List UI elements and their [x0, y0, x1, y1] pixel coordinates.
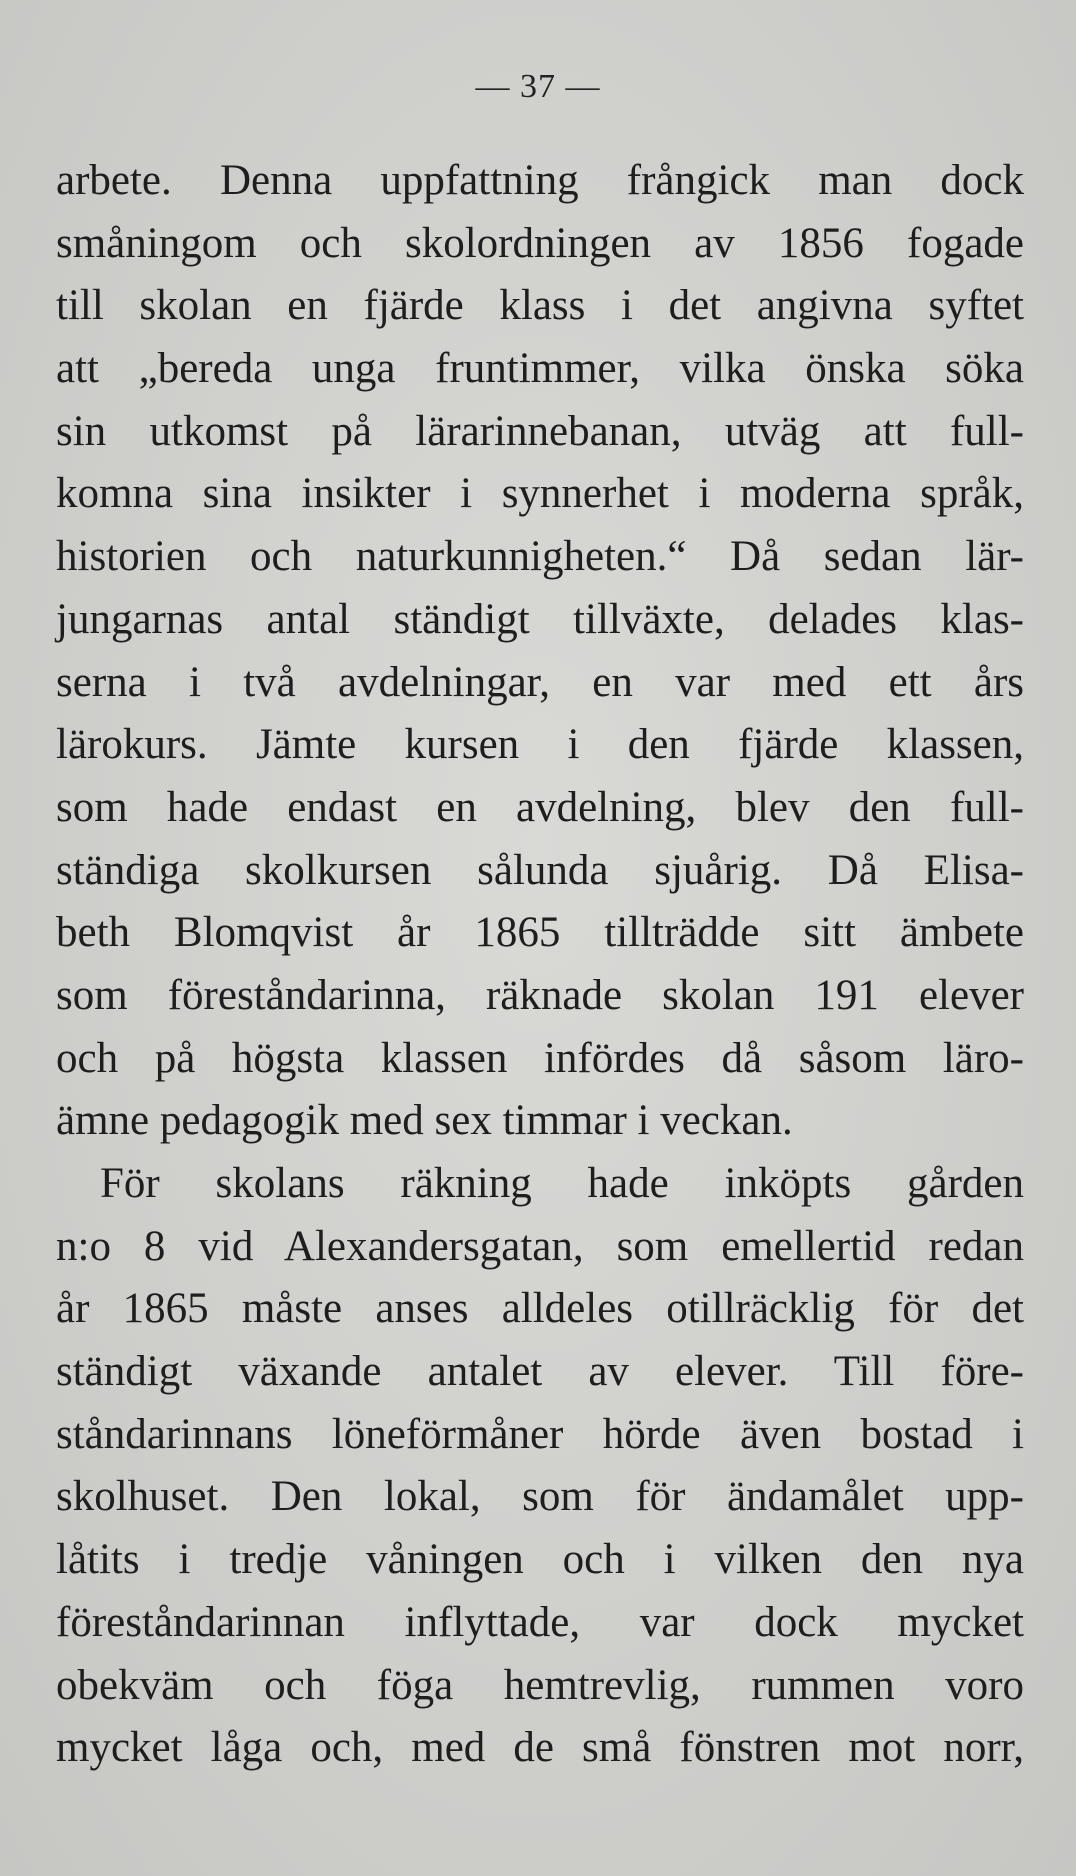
text-line: ståndarinnans löneförmåner hörde även bostad i — [56, 1410, 1024, 1458]
text-line: mycket låga och, med de små fönstren mot norr, — [56, 1724, 1024, 1772]
text-line: beth Blomqvist år 1865 tillträdde sitt ämbete — [56, 909, 1024, 957]
text-line: obekväm och föga hemtrevlig, rummen voro — [56, 1661, 1024, 1709]
text-line: arbete. Denna uppfattning frångick man dock — [56, 157, 1024, 204]
text-line: och på högsta klassen infördes då såsom läro- — [56, 1034, 1024, 1082]
text-line: att „bereda unga fruntimmer, vilka önska söka — [56, 345, 1024, 393]
text-line: sin utkomst på lärarinnebanan, utväg att full- — [56, 407, 1024, 455]
page-number: — 37 — — [475, 68, 601, 105]
text-line: år 1865 måste anses alldeles otillräcklig för det — [56, 1285, 1024, 1333]
text-line: ständiga skolkursen sålunda sjuårig. Då Elisa- — [56, 846, 1024, 894]
text-line: föreståndarinnan inflyttade, var dock mycket — [56, 1598, 1024, 1646]
text-line: n:o 8 vid Alexandersgatan, som emellertid redan — [56, 1222, 1024, 1270]
text-line: serna i två avdelningar, en var med ett års — [56, 658, 1024, 706]
text-line: lärokurs. Jämte kursen i den fjärde klassen, — [56, 721, 1024, 769]
text-line: skolhuset. Den lokal, som för ändamålet upp- — [56, 1473, 1024, 1521]
text-line: historien och naturkunnigheten.“ Då sedan lär- — [56, 533, 1024, 581]
text-line: som hade endast en avdelning, blev den full- — [56, 783, 1024, 831]
text-line: småningom och skolordningen av 1856 fogade — [56, 219, 1024, 267]
text-line: låtits i tredje våningen och i vilken den nya — [56, 1536, 1024, 1584]
paragraph-start-line: För skolans räkning hade inköpts gården — [100, 1160, 1024, 1207]
text-line: komna sina insikter i synnerhet i moderna språk, — [56, 470, 1024, 518]
body-text — [56, 150, 1024, 1780]
text-line: som föreståndarinna, räknade skolan 191 elever — [56, 971, 1024, 1019]
text-line: ständigt växande antalet av elever. Till före- — [56, 1348, 1024, 1396]
paragraph-end-line: ämne pedagogik med sex timmar i veckan. — [56, 1097, 793, 1145]
text-line: jungarnas antal ständigt tillväxte, delades klas- — [56, 595, 1024, 643]
text-line: till skolan en fjärde klass i det angivna syftet — [56, 282, 1024, 330]
